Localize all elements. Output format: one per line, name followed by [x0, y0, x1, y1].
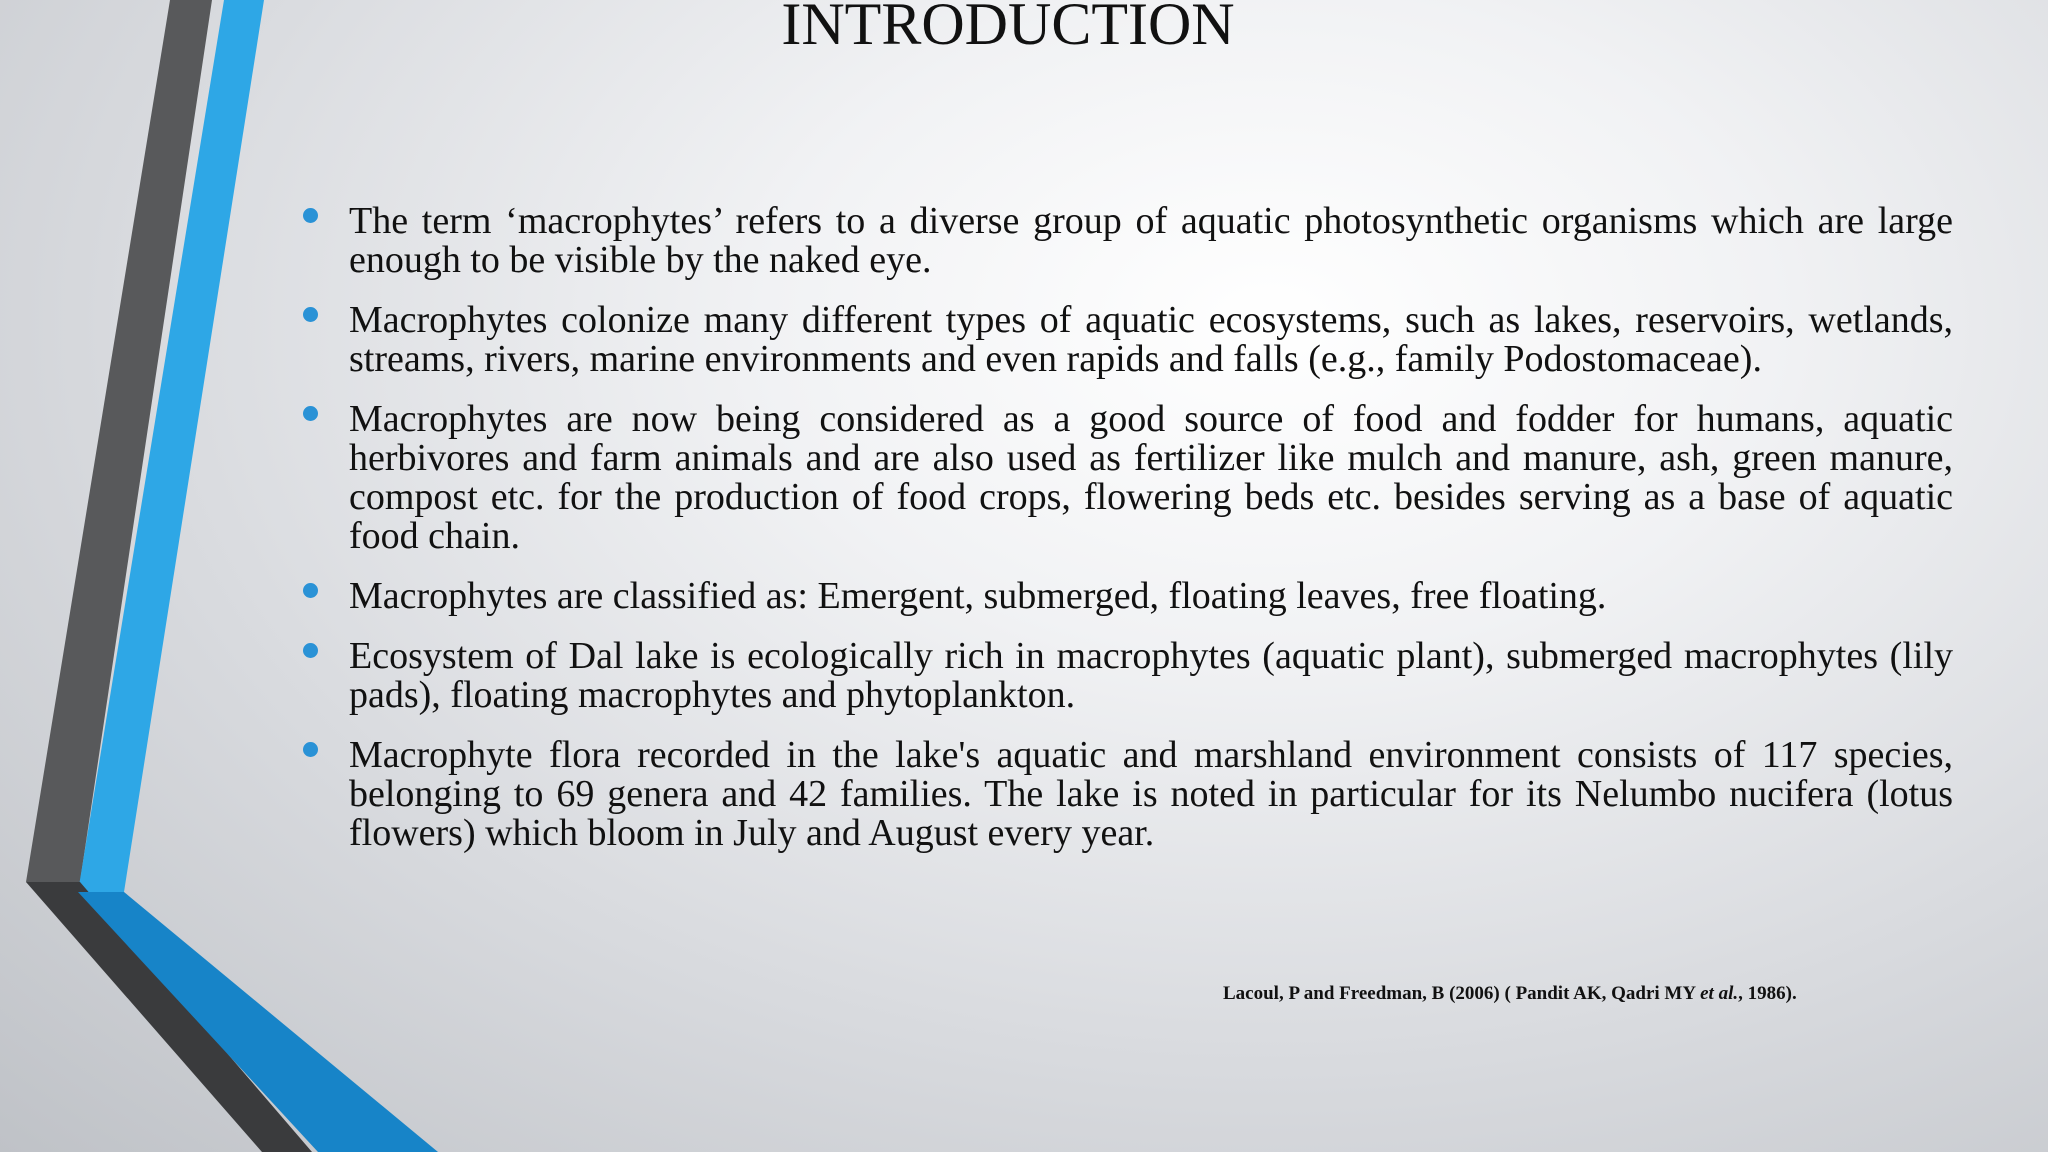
bullet-item-classification: Macrophytes are classified as: Emergent, submerged, floating leaves, free floating.	[300, 577, 1953, 616]
bullet-item-flora: Macrophyte flora recorded in the lake's aquatic and marshland environment consists of 117 species, belonging to 69 genera and 42 families. The lake is noted in particular for its Nelumbo nucifera (lotus flowers) which bloom in July and August every year.	[300, 736, 1953, 853]
bullet-item-definition: The term ‘macrophytes’ refers to a diverse group of aquatic photosynthetic organisms which are large enough to be visible by the naked eye.	[300, 202, 1953, 280]
bullet-item-uses: Macrophytes are now being considered as a good source of food and fodder for humans, aquatic herbivores and farm animals and are also used as fertilizer like mulch and manure, ash, green manure, compost etc. for the production of food crops, flowering beds etc. besides serving as a base of aquatic food chain.	[300, 400, 1953, 556]
bullet-item-dal-lake: Ecosystem of Dal lake is ecologically rich in macrophytes (aquatic plant), submerged macrophytes (lily pads), floating macrophytes and phytoplankton.	[300, 637, 1953, 715]
slide-title: INTRODUCTION	[781, 0, 1235, 57]
bullet-item-habitats: Macrophytes colonize many different types of aquatic ecosystems, such as lakes, reservoirs, wetlands, streams, rivers, marine environments and even rapids and falls (e.g., family Podostomaceae).	[300, 301, 1953, 379]
citation-text: Lacoul, P and Freedman, B (2006) ( Pandit AK, Qadri MY	[1223, 983, 1701, 1004]
citation-end: , 1986).	[1738, 983, 1797, 1004]
citation	[1223, 982, 1983, 1006]
bullet-list	[300, 202, 1953, 874]
citation-italic: et al.	[1700, 983, 1739, 1004]
